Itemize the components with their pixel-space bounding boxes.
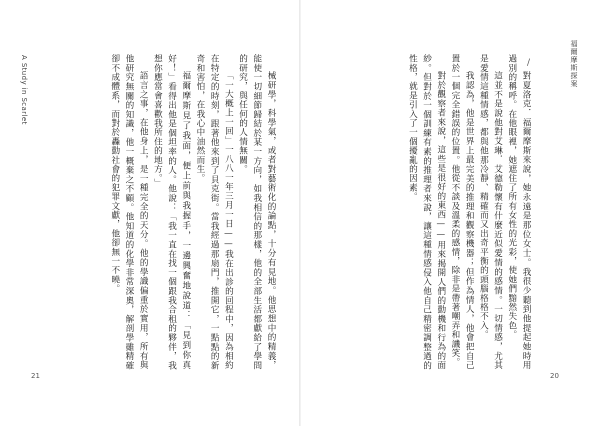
left-page [0,0,299,426]
page-number-left: 21 [31,372,40,380]
right-page-body [333,54,533,370]
book-title: 福爾摩斯探案 [570,40,578,88]
running-head: A Study in Scarlet [20,55,28,125]
paragraph: 福爾摩斯見了我面，便上前與我握手，一邊興奮地說道：「見到你真好！」看得出他是個坦率的人。他說：「我一直在找一個跟我合租的夥伴，我想你應當會喜歡我所住的地方。」 [152,54,191,370]
page-number-right: 20 [550,372,559,380]
paragraph: 「一大概上一回」一八八一年三月一日——我在出診的回程中，因為相約在特定的時刻，跟著他來到了貝克街。當我經過那扇門，推開它，一點點的新奇和害怕，在我心中油然而生。 [194,54,234,370]
left-page-body [52,54,278,370]
paragraph: 對夏洛克．福爾摩斯來說，她永遠是那位女士。我很少聽到他提起她時用過別的稱呼。在他眼裡，她遮住了所有女性的光彩，使她們黯然失色。 [506,54,531,370]
paragraph: 械研學，科學氣，或者對藝術化的論點，十分有見地。他思想中的精義，能使一切細節歸結於某一方向，如我相信的那樣，他的全部生活都獻給了學問的研究，與任何的人情無關。 [237,54,276,370]
paragraph: 我認為，他是世界上最完美的推理和觀察機器；但作為情人，他會把自己置於一個完全錯誤的位置。他從不談及溫柔的感情，除非是帶著嘲弄和譏笑。 [449,54,475,370]
paragraph: 對於觀察者來說，這些是很好的東西——用來揭開人們的動機和行為的面紗。但對於一個訓練有素的推理者來說，讓這種情感侵入他自己精密調整過的性格，就是引入了一個擾亂的因素。 [407,54,446,370]
right-page [301,0,600,426]
paragraph: 語言之事，在他身上，是一種完全的天分。他的學識偏重於實用，所有與他研究無關的知識，他一概棄之不顧。他知道的化學非常深奧，解剖學雖精確卻不成體系，而對於轟動社會的犯罪文獻，他卻無一不曉。 [109,54,149,370]
pencil-mark: ∕ [527,58,531,68]
paragraph: 這並不是說他對艾琳．艾德勒懷有什麼近似愛情的感情。一切情感，尤其是愛情這種情感，都與他那冷靜、精確而又出奇平衡的頭腦格格不入。 [478,54,503,370]
